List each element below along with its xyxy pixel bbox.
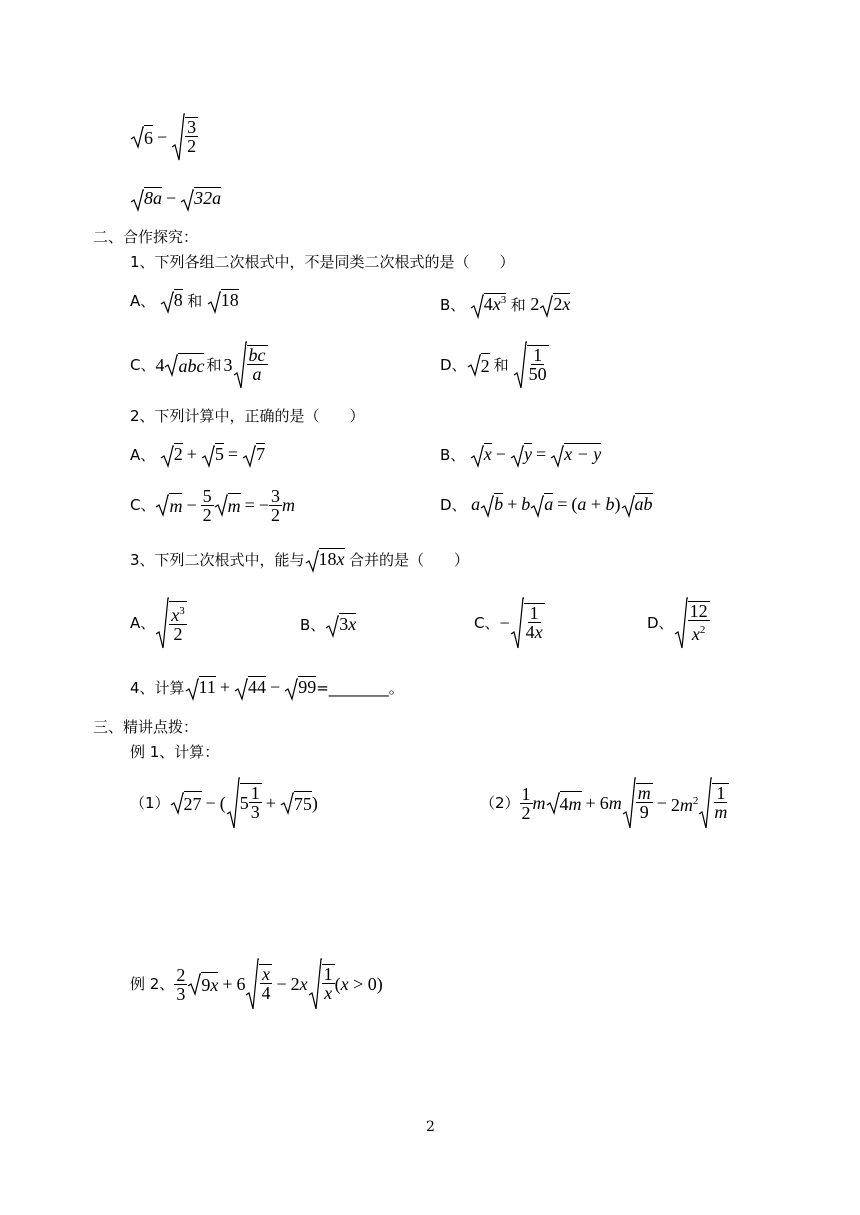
q2-stem: 2、下列计算中，正确的是（ ）: [130, 407, 365, 425]
radical-sign: [130, 189, 144, 211]
radical-sign: [674, 597, 688, 649]
example-1-part-2: （2） $\frac{1}{2}$ m 4m + 6m $\frac{m}{9}$ − $2m^2$ $\frac{1}{m}$: [480, 776, 729, 830]
q2-option-a: A、 2 + 5 = 7: [130, 442, 265, 467]
radical-sign: [539, 295, 553, 317]
radical-sign: [546, 792, 560, 814]
radical-sign: [160, 445, 174, 467]
radical-sign: [325, 615, 339, 637]
radical-sign: [245, 958, 259, 1010]
radical-sign: [305, 550, 319, 572]
radical-sign: [480, 495, 494, 517]
section-2-title: 二、合作探究：: [93, 228, 199, 246]
radical-sign: [207, 291, 221, 313]
radical-sign: [164, 354, 178, 376]
minus-sign: −: [157, 127, 168, 147]
q2-option-b: B、 x − y = x − y: [440, 442, 601, 467]
radical-sign: [470, 294, 484, 318]
q1-stem: 1、下列各组二次根式中，不是同类二次根式的是（ ）: [130, 253, 515, 271]
radical-sign: [470, 445, 484, 467]
radical-sign: [621, 495, 635, 517]
radical-sign: [180, 189, 194, 211]
radical-sign: [284, 678, 298, 700]
radical-sign: [467, 354, 481, 376]
radical-sign: [185, 678, 199, 700]
radical-sign: [530, 495, 544, 517]
radical-sign: [130, 126, 144, 148]
radical-sign: [187, 973, 201, 995]
example-1-title: 例 1、计算：: [130, 743, 220, 761]
q3-option-b: B、 3x: [300, 612, 356, 637]
radical-sign: [226, 777, 240, 829]
radicand: 32a: [194, 188, 222, 208]
radical-sign: [622, 777, 636, 829]
radical-sign: [510, 445, 524, 467]
q1-option-c: C、 4 abc 和 3 $\frac{bc}{a}$: [130, 340, 268, 390]
radicand: 8a: [144, 188, 162, 208]
q4-stem: 4、计算 11 + 44 − 99=________。: [130, 675, 404, 700]
q1-option-d: D、 2 和 $\frac{1}{50}$: [440, 340, 549, 390]
expr-2: [130, 186, 221, 211]
radical-sign: [214, 494, 228, 516]
example-2: 例 2、 $\frac{2}{3}$ 9x + 6 $\frac{x}{4}$ − 2x $\frac{1}{x}$ (x > 0): [130, 957, 383, 1011]
radical-sign: [170, 792, 184, 814]
q3-stem: 3、下列二次根式中，能与 18x 合并的是（ ）: [130, 547, 469, 572]
radical-sign: [513, 341, 527, 389]
radical-sign: [698, 777, 712, 829]
radical-sign: [308, 958, 322, 1010]
answer-blank[interactable]: ________: [328, 679, 389, 697]
section-3-title: 三、精讲点拨：: [93, 718, 199, 736]
radical-sign: [233, 341, 247, 389]
radical-sign: [171, 113, 185, 161]
q3-option-a: A、 $\frac{x^3}{2}$: [130, 596, 187, 650]
q1-option-b: B、 $4x^3$ 和 2 2x: [440, 288, 570, 318]
example-1-part-1: （1） 27 − ( 5 $\frac{1}{3}$ + 75 ): [130, 776, 318, 830]
radical-sign: [510, 597, 524, 649]
radical-sign: [242, 445, 256, 467]
radical-sign: [234, 678, 248, 700]
radical-sign: [155, 597, 169, 649]
radical-sign: [160, 291, 174, 313]
q1-option-a: A、 8 和 18: [130, 288, 239, 313]
q2-option-c: C、 m − $\frac{5}{2}$ m = − $\frac{3}{2}$ m: [130, 485, 295, 525]
fraction: $\frac{3}{2}$: [187, 117, 197, 156]
radical-sign: [280, 792, 294, 814]
q3-option-c: C、 − $\frac{1}{4x}$: [474, 596, 545, 650]
radical-sign: [550, 445, 564, 467]
q3-option-d: D、 $\frac{12}{x^2}$: [647, 596, 710, 650]
page-number: 2: [426, 1119, 435, 1135]
radical-sign: [155, 494, 169, 516]
radicand: 6: [144, 125, 153, 150]
radical-sign: [201, 445, 215, 467]
minus-sign: −: [166, 188, 177, 208]
expr-1: [130, 112, 198, 162]
q2-option-d: D、 a b + b a = (a + b) ab: [440, 492, 653, 517]
